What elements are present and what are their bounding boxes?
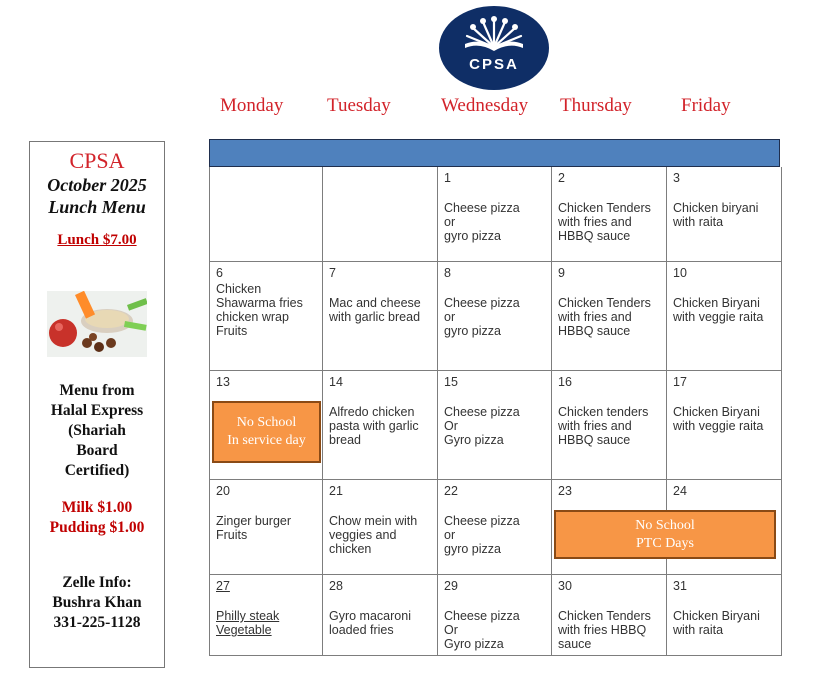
day-cell <box>552 575 667 656</box>
menu-source-line: (Shariah <box>68 422 126 439</box>
day-number: 27 <box>216 579 230 593</box>
day-menu: Alfredo chicken pasta with garlic bread <box>329 405 419 447</box>
day-header-friday: Friday <box>681 95 731 116</box>
day-menu: Chicken Shawarma fries chicken wrap Fruits <box>216 282 303 338</box>
note-line: No School <box>236 415 297 430</box>
day-cell <box>438 167 552 262</box>
food-photo-icon <box>47 291 147 357</box>
day-cell <box>438 575 552 656</box>
day-cell <box>209 480 323 575</box>
cpsa-logo <box>439 6 549 90</box>
day-cell <box>323 575 438 656</box>
day-number: 2 <box>558 171 565 185</box>
zelle-name: Bushra Khan <box>52 594 142 611</box>
menu-source-line: Menu from <box>59 382 135 399</box>
info-sidebar <box>29 141 165 668</box>
day-menu: Philly steak Vegetable <box>216 609 280 637</box>
day-number: 20 <box>216 484 230 498</box>
day-cell <box>209 167 323 262</box>
day-header-tuesday: Tuesday <box>327 95 391 116</box>
day-number: 1 <box>444 171 451 185</box>
day-menu: Zinger burger Fruits <box>216 514 292 542</box>
day-cell <box>667 262 782 371</box>
sidebar-menu-title: Lunch Menu <box>48 197 146 217</box>
day-number: 13 <box>216 375 230 389</box>
menu-source-line: Halal Express <box>50 402 144 419</box>
day-menu: Chicken Tenders with fries HBBQ sauce <box>558 609 651 651</box>
sidebar-org: CPSA <box>69 148 125 173</box>
menu-source <box>30 381 164 481</box>
day-number: 6 <box>216 266 223 280</box>
day-header-monday: Monday <box>220 95 284 116</box>
day-menu: Chicken Tenders with fries and HBBQ sauce <box>558 201 651 243</box>
day-number: 31 <box>673 579 687 593</box>
day-cell <box>438 262 552 371</box>
day-cell <box>323 167 438 262</box>
menu-source-line: Board <box>76 442 118 459</box>
day-menu: Chicken Tenders with fries and HBBQ sauce <box>558 296 651 338</box>
no-school-inservice-note <box>212 401 321 463</box>
day-number: 15 <box>444 375 458 389</box>
day-cell <box>209 262 323 371</box>
day-menu: Chow mein with veggies and chicken <box>329 514 418 556</box>
day-number: 8 <box>444 266 451 280</box>
day-number: 23 <box>558 484 572 498</box>
day-cell <box>667 167 782 262</box>
day-number: 24 <box>673 484 687 498</box>
day-cell <box>552 167 667 262</box>
zelle-info <box>30 573 164 633</box>
note-line: PTC Days <box>636 535 694 551</box>
day-number: 16 <box>558 375 572 389</box>
day-number: 22 <box>444 484 458 498</box>
day-number: 29 <box>444 579 458 593</box>
calendar-header-bar <box>209 139 780 167</box>
day-cell <box>552 262 667 371</box>
day-cell <box>552 371 667 480</box>
day-cell <box>323 480 438 575</box>
note-line: No School <box>635 517 695 533</box>
no-school-ptc-note <box>554 510 776 559</box>
note-line: In service day <box>227 433 306 448</box>
zelle-phone: 331-225-1128 <box>53 614 141 631</box>
day-cell <box>667 575 782 656</box>
day-number: 9 <box>558 266 565 280</box>
day-menu: Chicken tenders with fries and HBBQ sauce <box>558 405 649 447</box>
day-cell <box>209 575 323 656</box>
day-number: 17 <box>673 375 687 389</box>
day-number: 10 <box>673 266 687 280</box>
day-header-wednesday: Wednesday <box>441 95 529 116</box>
day-number: 7 <box>329 266 336 280</box>
day-menu: Cheese pizza Or Gyro pizza <box>444 609 520 651</box>
day-number: 28 <box>329 579 343 593</box>
day-menu: Chicken Biryani with veggie raita <box>673 296 764 324</box>
day-cell <box>323 371 438 480</box>
lunch-price: Lunch $7.00 <box>57 232 137 248</box>
menu-source-line: Certified) <box>64 462 130 479</box>
logo-text: CPSA <box>469 56 519 73</box>
day-menu: Cheese pizza or gyro pizza <box>444 201 520 243</box>
milk-price: Milk $1.00 <box>61 499 133 516</box>
day-cell <box>438 480 552 575</box>
day-number: 21 <box>329 484 343 498</box>
day-cell <box>667 371 782 480</box>
day-cell <box>438 371 552 480</box>
book-fan-icon <box>459 14 529 52</box>
day-menu: Mac and cheese with garlic bread <box>329 296 421 324</box>
day-number: 3 <box>673 171 680 185</box>
day-number: 14 <box>329 375 343 389</box>
day-menu: Cheese pizza or gyro pizza <box>444 296 520 338</box>
extras-prices <box>30 498 164 538</box>
day-menu: Chicken Biryani with raita <box>673 609 760 637</box>
day-menu: Cheese pizza or gyro pizza <box>444 514 520 556</box>
day-menu: Cheese pizza Or Gyro pizza <box>444 405 520 447</box>
day-menu: Chicken Biryani with veggie raita <box>673 405 764 433</box>
pudding-price: Pudding $1.00 <box>49 519 145 536</box>
zelle-label: Zelle Info: <box>62 574 132 591</box>
day-menu: Gyro macaroni loaded fries <box>329 609 411 637</box>
day-cell <box>323 262 438 371</box>
day-menu: Chicken biryani with raita <box>673 201 759 229</box>
day-header-thursday: Thursday <box>560 95 632 116</box>
sidebar-month: October 2025 <box>47 175 147 195</box>
day-number: 30 <box>558 579 572 593</box>
